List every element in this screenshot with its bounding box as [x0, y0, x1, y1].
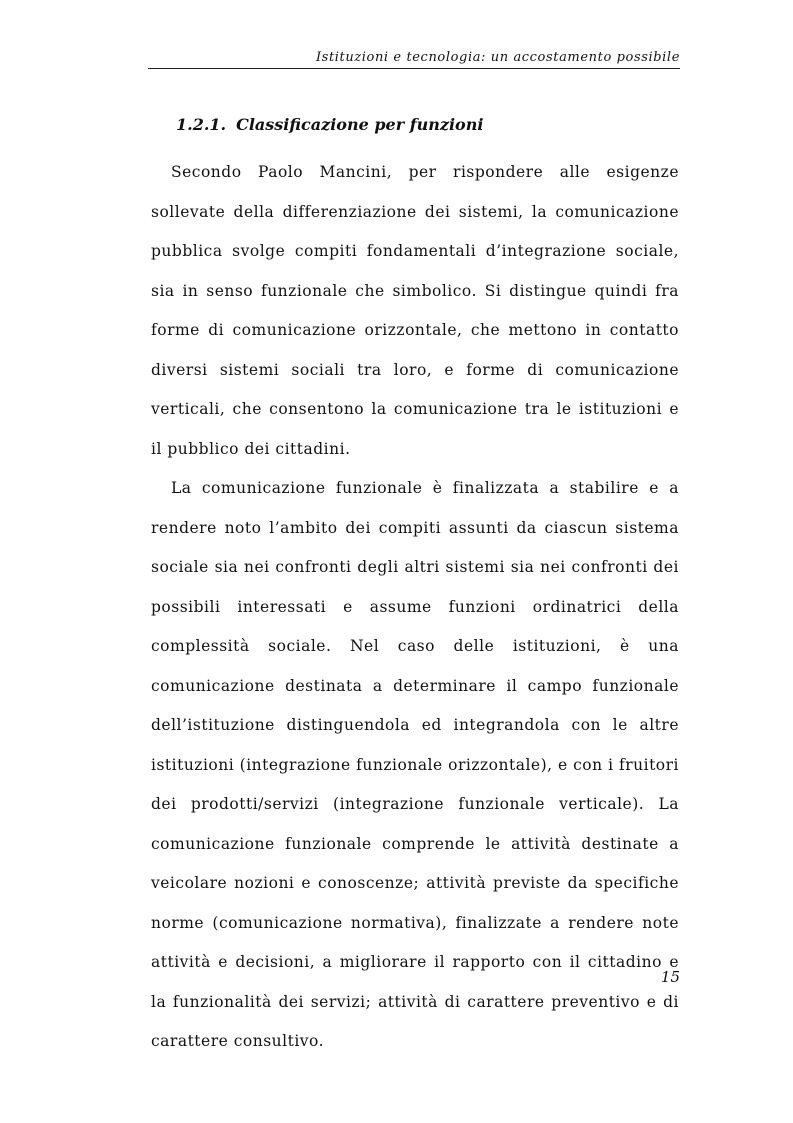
- paragraph: La comunicazione funzionale è finalizzata a stabilire e a rendere noto l’ambito dei compiti assunti da ciascun sistema sociale sia nei confronti degli altri sistemi sia nei confronti dei possibili interessati e assume funzioni ordinatrici della complessità sociale. Nel caso delle istituzioni, è una comunicazione destinata a determinare il campo funzionale dell’istituzione distinguendola ed integrandola con le altre istituzioni (integrazione funzionale orizzontale), e con i fruitori dei prodotti/servizi (integrazione funzionale verticale). La comunicazione funzionale comprende le attività destinate a veicolare nozioni e conoscenze; attività previste da specifiche norme (comunicazione normativa), finalizzate a rendere note attività e decisioni, a migliorare il rapporto con il cittadino e la funzionalità dei servizi; attività di carattere preventivo e di carattere consultivo.: [151, 479, 679, 1050]
- running-header: [148, 50, 680, 69]
- section-title: Classificazione per funzioni: [236, 115, 484, 134]
- page-number: 15: [660, 968, 680, 986]
- section-heading: [176, 115, 483, 135]
- body-text: [151, 153, 679, 1062]
- section-number: 1.2.1.: [176, 115, 227, 134]
- running-header-title: Istituzioni e tecnologia: un accostamento possibile: [315, 50, 680, 65]
- paragraph: Secondo Paolo Mancini, per rispondere alle esigenze sollevate della differenziazione dei sistemi, la comunicazione pubblica svolge compiti fondamentali d’integrazione sociale, sia in senso funzionale che simbolico. Si distingue quindi fra forme di comunicazione orizzontale, che mettono in contatto diversi sistemi sociali tra loro, e forme di comunicazione verticali, che consentono la comunicazione tra le istituzioni e il pubblico dei cittadini.: [151, 163, 679, 458]
